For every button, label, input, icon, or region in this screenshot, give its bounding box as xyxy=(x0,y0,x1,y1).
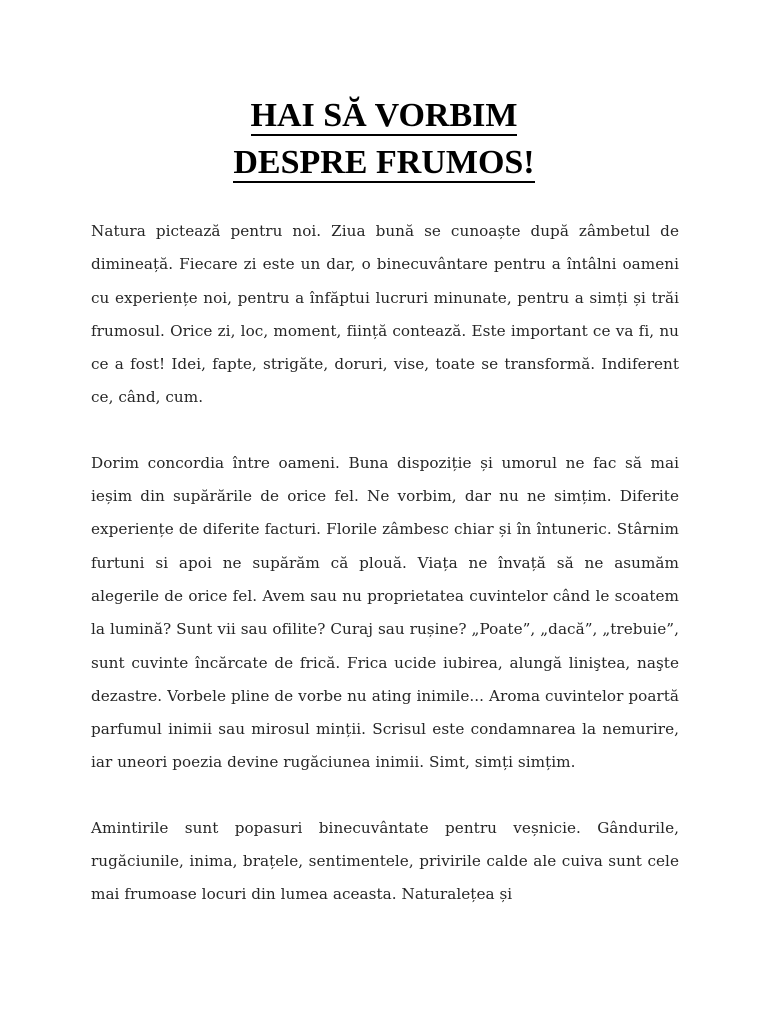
title-line-2: DESPRE FRUMOS! xyxy=(233,144,535,181)
document-title xyxy=(0,94,768,188)
paragraph-1: Natura pictează pentru noi. Ziua bună se cunoaște după zâmbetul de dimineață. Fiecare zi este un dar, o binecuvântare pentru a întâlni oameni cu experiențe noi, pentru a înfăptui lucruri minunate, pentru a simți și trăi frumosul. Orice zi, loc, moment, ființă contează. Este important ce va fi, nu ce a fost! Idei, fapte, strigăte, doruri, vise, toate se transformă. Indiferent ce, când, cum. xyxy=(91,222,679,407)
title-line-1: HAI SĂ VORBIM xyxy=(250,97,518,134)
paragraph-2: Dorim concordia între oameni. Buna dispoziție și umorul ne fac să mai ieșim din supărările de orice fel. Ne vorbim, dar nu ne simțim. Diferite experiențe de diferite facturi. Florile zâmbesc chiar și în întuneric. Stârnim furtuni si apoi ne supărăm că plouă. Viața ne învață să ne asumăm alegerile de orice fel. Avem sau nu proprietatea cuvintelor când le scoatem la lumină? Sunt vii sau ofilite? Curaj sau rușine? „Poate”, „dacă”, „trebuie”, sunt cuvinte încărcate de frică. Frica ucide iubirea, alungă liniştea, naşte dezastre. Vorbele pline de vorbe nu ating inimile... Aroma cuvintelor poartă parfumul inimii sau mirosul minții. Scrisul este condamnarea la nemurire, iar uneori poezia devine rugăciunea inimii. Simt, simți simțim. xyxy=(91,453,679,772)
document-body xyxy=(91,215,679,944)
paragraph-3: Amintirile sunt popasuri binecuvântate pentru veșnicie. Gândurile, rugăciunile, inima, brațele, sentimentele, privirile calde ale cuiva sunt cele mai frumoase locuri din lumea aceasta. Naturalețea și xyxy=(91,818,679,904)
